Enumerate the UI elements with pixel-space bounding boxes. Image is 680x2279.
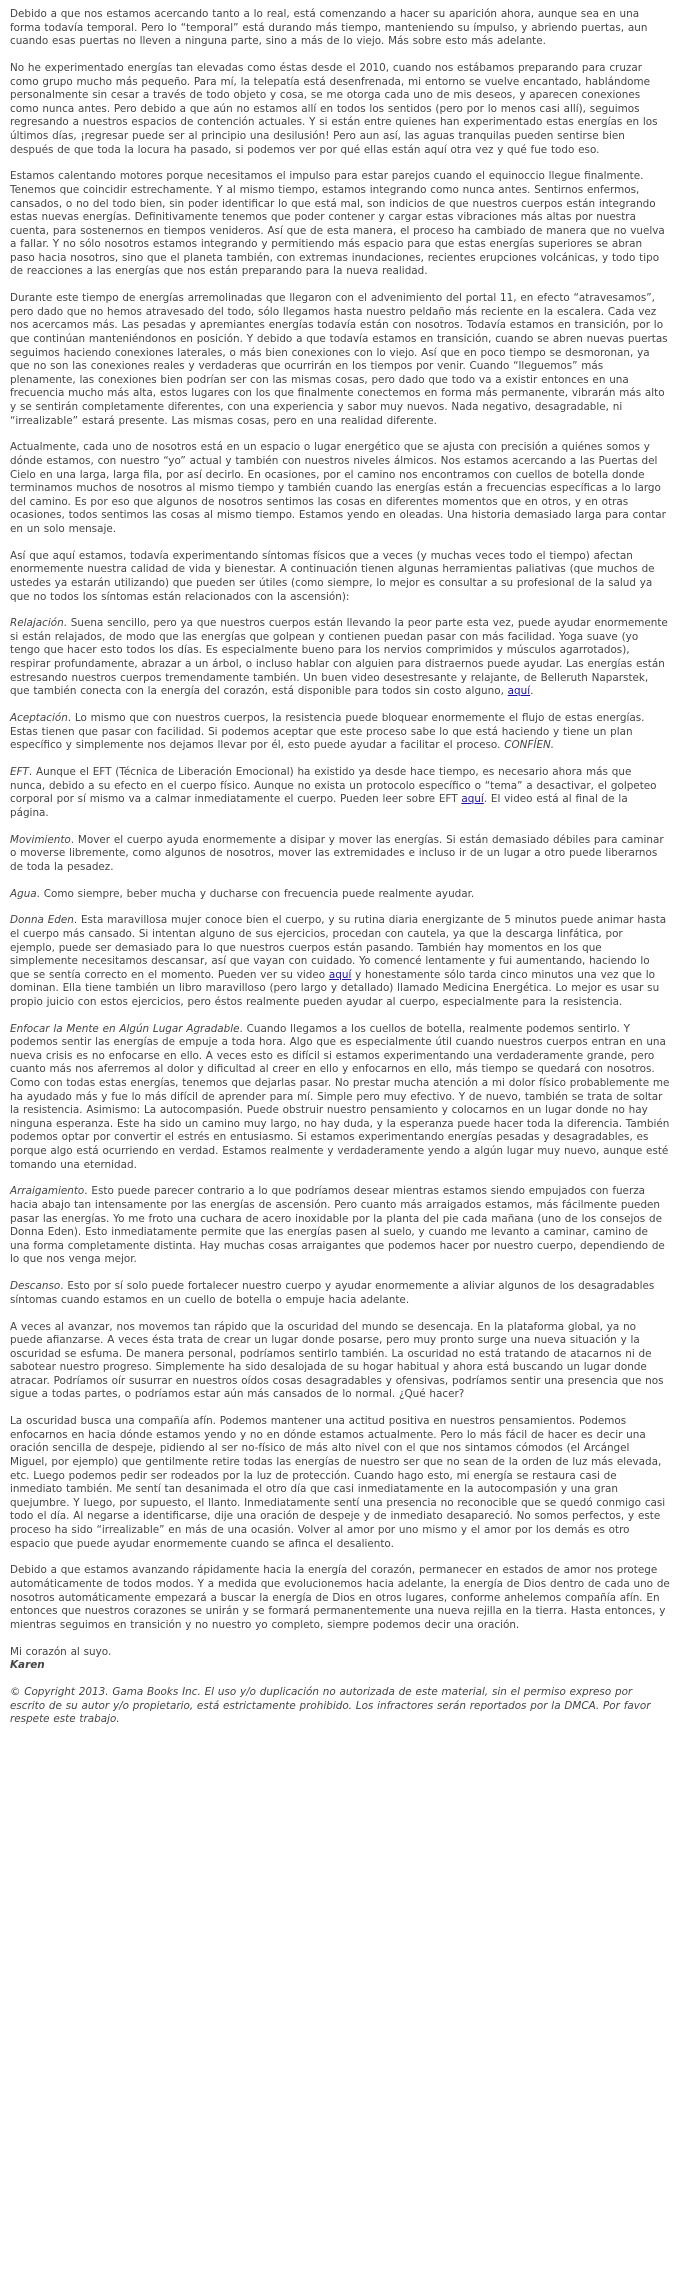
tool-enfocar-mente [10, 1023, 670, 1173]
tool-text: . Mover el cuerpo ayuda enormemente a disipar y mover las energías. Si están demasiado débiles para caminar o moverse libremente, como algunos de nosotros, mover las extremidades e incluso ir de un lugar a otro puede liberarnos de toda la pesadez. [10, 833, 664, 873]
tool-label: Aceptación [10, 712, 68, 725]
tool-agua [10, 888, 670, 902]
tool-text: . Esta maravillosa mujer conoce bien el cuerpo, y su rutina diaria energizante de 5 minutos puede animar hasta el cuerpo más cansado. Si intentan alguno de sus ejercicios, procedan con cautela, ya que la descarga linfática, por ejemplo, puede ser demasiado para lo que nuestros cuerpos están pasando. También hay momentos en los que simplemente necesitamos descansar, así que vayan con cuidado. Yo comencé lentamente y fui aumentando, haciendo lo que se sentía correcto en el momento. Pueden ver su video [10, 914, 667, 981]
tool-label: Movimiento [10, 833, 71, 846]
tool-movimiento [10, 834, 670, 875]
paragraph: A veces al avanzar, nos movemos tan rápido que la oscuridad del mundo se desencaja. En la plataforma global, ya no puede afianzarse. A veces ésta trata de crear un lugar donde posarse, pero muy pronto surge una nueva situación y la oscuridad se esfuma. De manera personal, podríamos sentirlo también. La oscuridad no está tratando de atacarnos ni de sabotear nuestro progreso. Simplemente ha sido desalojada de su hogar habitual y ahora está buscando un lugar donde atracar. Podríamos oír susurrar en nuestros oídos cosas desagradables y ofensivas, podríamos sentir una presencia que nos sigue a todas partes, o podríamos estar aún más cansados de lo normal. ¿Qué hacer? [10, 1320, 664, 1401]
paragraph: Actualmente, cada uno de nosotros está en un espacio o lugar energético que se ajusta con precisión a quiénes somos y dónde estamos, con nuestro “yo” actual y también con nuestros niveles álmicos. Nos estamos acercando a las Puertas del Cielo en una larga, larga fila, por así decirlo. En ocasiones, por el camino nos encontramos con cuellos de botella donde terminamos muchos de nosotros al mismo tiempo y también cuando las energías están a frecuencias específicas a lo largo del camino. Es por eso que algunos de nosotros sentimos las cosas en diferentes momentos que en otros, y en otras ocasiones, todos sentimos las cosas al mismo tiempo. Estamos yendo en oleadas. Una historia demasiado larga para contar en un solo mensaje. [10, 441, 666, 535]
paragraph: Estamos calentando motores porque necesitamos el impulso para estar parejos cuando el equinoccio llegue finalmente. Tenemos que coincidir estrechamente. Y al mismo tiempo, estamos integrando como nunca antes. Sentirnos enfermos, cansados, o no del todo bien, sin poder identificar lo que está mal, son indicios de que nuestros cuerpos están integrando estas nuevas energías. Definitivamente tenemos que poder contener y cargar estas vibraciones más altas por nuestra cuenta, para sostenernos en tiempos venideros. Así que de esta manera, el proceso ha cambiado de manera que no vuelva a fallar. Y no sólo nosotros estamos integrando y permitiendo más espacio para que estas energías superiores se abran paso hacia nosotros, sino que el planeta también, con extremas inundaciones, recientes erupciones volcánicas, y todo tipo de reacciones a las energías que nos están preparando para la nueva realidad. [10, 170, 665, 278]
tool-text: . Aunque el EFT (Técnica de Liberación Emocional) ha existido ya desde hace tiempo, es necesario ahora más que nunca, debido a su efecto en el cuerpo físico. Aunque no exista un protocolo específico o “tema” a desactivar, el golpeteo corporal por sí mismo va a calmar inmediatamente el cuerpo. Pueden leer sobre EFT [10, 766, 657, 806]
tool-text-end: y honestamente sólo tarda cinco minutos una vez que lo dominan. Ella tiene también un libro maravilloso (pero largo y detallado) llamado Medicina Energética. Lo mejor es usar su propio juicio con estos ejercicios, pero éstos realmente pueden ayudar al cuerpo, especialmente para la resistencia. [10, 968, 660, 1008]
paragraph: Así que aquí estamos, todavía experimentando síntomas físicos que a veces (y muchas veces todo el tiempo) afectan enormemente nuestra calidad de vida y bienestar. A continuación tienen algunas herramientas paliativas (que muchos de ustedes ya estarán utilizando) que pueden ser útiles (como siempre, lo mejor es consultar a su profesional de la salud ya que no todos los síntomas están relacionados con la ascensión): [10, 549, 655, 603]
tool-label: Arraigamiento [10, 1185, 85, 1198]
tool-text-end: CONFÍEN. [504, 739, 555, 752]
tool-aceptacion [10, 712, 670, 753]
tool-text: . Cuando llegamos a los cuellos de botella, realmente podemos sentirlo. Y podemos sentir las energías de empuje a toda hora. Algo que es especialmente útil cuando nuestros cuerpos entran en una nueva crisis es no enfocarse en ello. A veces esto es difícil si estamos experimentando una verdaderamente grande, pero cuanto más nos aferremos al dolor y dificultad al creer en ello y enfocarnos en ello, más tiempo se quedará con nosotros. Como con todas estas energías, tenemos que dejarlas pasar. No prestar mucha atención a mi dolor físico probablemente me ha ayudado más y fue lo más difícil de aprender para mí. Simple pero muy efectivo. Y de nuevo, también se trata de soltar la resistencia. Asimismo: La autocompasión. Puede obstruir nuestro pensamiento y colocarnos en un lugar donde no hay ninguna esperanza. Este ha sido un camino muy largo, no hay duda, y la esperanza puede hacer toda la diferencia. También podemos optar por convertir el estrés en entusiasmo. Si estamos experimentando energías pesadas y desagradables, es porque algo está ocurriendo en verdad. Estamos realmente y verdaderamente yendo a algún lugar muy nuevo, aunque esté tomando una eternidad. [10, 1022, 670, 1171]
relajacion-video-link[interactable]: aquí [507, 685, 531, 698]
paragraph: Durante este tiempo de energías arremolinadas que llegaron con el advenimiento del portal 11, en efecto “atravesamos”, pero dado que no hemos atravesado del todo, sólo llegamos hasta nuestro peldaño más reciente en la escalera. Cada vez nos acercamos más. Las pesadas y apremiantes energías todavía están con nosotros. Todavía estamos en transición, por lo que continúan manteniéndonos en posición. Y debido a que todavía estamos en transición, cuando se abren nuevas puertas seguimos haciendo conexiones laterales, o más bien conexiones con lo viejo. Así que en poco tiempo se desmoronan, ya que no son las conexiones reales y verdaderas que ocurrirán en los tiempos por venir. Cuando “lleguemos” más plenamente, las conexiones bien podrían ser con las mismas cosas, pero dado que todo va a existir entonces en una frecuencia mucho más alta, estos lugares con los que finalmente conectemos en forma más permanente, vibrarán más alto y se sentirán completamente diferentes, con una experiencia y sabor muy nuevos. Nada negativo, desagradable, ni “irrealizable” estará presente. Las mismas cosas, pero en una realidad diferente. [10, 292, 668, 427]
paragraph: La oscuridad busca una compañía afín. Podemos mantener una actitud positiva en nuestros pensamientos. Podemos enfocarnos en hacia dónde estamos yendo y no en dónde estamos actualmente. Pero lo más fácil de hacer es decir una oración sencilla de despeje, pidiendo al ser no-físico de más alto nivel con el que nos sintamos cómodos (el Arcángel Miguel, por ejemplo) que gentilmente retire todas las energías de nuestro ser que no sean de la orden de luz más elevada, etc. Luego podemos pedir ser rodeados por la luz de protección. Cuando hago esto, mi energía se restaura casi de inmediato también. Me sentí tan desanimada el otro día que casi inmediatamente en la autocompasión y una gran quejumbre. Y luego, por supuesto, el llanto. Inmediatamente sentí una presencia no reconocible que se quedó conmigo casi todo el día. Al negarse a identificarse, dije una oración de despeje y de inmediato desapareció. No somos perfectos, y este proceso ha sido “irrealizable” en más de una ocasión. Volver al amor por uno mismo y el amor por los demás es otro espacio que puede ayudar enormemente cuando se afinca el desaliento. [10, 1415, 666, 1550]
tool-donna-eden [10, 914, 670, 1009]
eft-info-link[interactable]: aquí [461, 793, 484, 806]
tool-arraigamiento [10, 1185, 670, 1267]
tool-label: Agua [10, 887, 37, 900]
tool-relajacion [10, 617, 670, 699]
tool-text-end: . [530, 685, 534, 698]
paragraph: No he experimentado energías tan elevadas como éstas desde el 2010, cuando nos estábamos preparando para cruzar como grupo mucho más pequeño. Para mí, la telepatía está desenfrenada, mi entorno se vuelve encantado, hablándome personalmente sin cesar a través de todo objeto y cosa, se me otorga cada uno de mis deseos, y aparecen conexiones como nunca antes. Pero debido a que aún no estamos allí en todos los sentidos (pero por lo menos casi allí), seguimos regresando a nuestros espacios de contención actuales. Y si están entre quienes han experimentado estas energías en los últimos días, ¡regresar puede ser al principio una desilusión! Pero aun así, las aguas tranquilas pueden sentirse bien después de que toda la locura ha pasado, si podemos ver por qué ellas están aquí otra vez y qué fue todo eso. [10, 61, 658, 156]
closing-line: Mi corazón al suyo. [10, 1645, 112, 1658]
paragraph: Debido a que nos estamos acercando tanto a lo real, está comenzando a hacer su aparición ahora, aunque sea en una forma todavía temporal. Pero lo “temporal” está durando más tiempo, manteniendo su ímpulso, y abriendo puertas, aun cuando esas puertas no lleven a ninguna parte, sino a más de lo viejo. Más sobre esto más adelante. [10, 8, 648, 48]
paragraph: Debido a que estamos avanzando rápidamente hacia la energía del corazón, permanecer en estados de amor nos protege automáticamente de todos modos. Y a medida que evolucionemos hacia adelante, la energía de Dios dentro de cada uno de nosotros automáticamente empezará a buscar la energía de Dios en otros lugares, conforme anhelemos compañía afín. En entonces que nuestros corazones se unirán y se formará permanentemente una nueva rejilla en la tierra. Hasta entonces, y mientras seguimos en transición y no nuestro yo completo, siempre podemos decir una oración. [10, 1564, 670, 1631]
tool-label: Relajación [10, 617, 64, 630]
tool-text-end: . El video está al final de la página. [10, 793, 628, 819]
tool-label: Donna Eden [10, 914, 74, 927]
tool-label: Enfocar la Mente en Algún Lugar Agradable [10, 1022, 240, 1035]
tool-text: . Suena sencillo, pero ya que nuestros cuerpos están llevando la peor parte esta vez, puede ayudar enormemente si están relajados, de modo que las energías que golpean y contienen puedan pasar con más facilidad. Yoga suave (yo tengo que hacer esto todos los días. Es especialmente bueno para los nervios comprimidos y músculos agarrotados), respirar profundamente, abrazar a un árbol, o incluso hablar con alguien para distraernos puede ayudar. Las energías están estresando nuestros cuerpos tremendamente también. Un buen video desestresante y relajante, de Belleruth Naparstek, que también conecta con la energía del corazón, está disponible para todos sin costo alguno, [10, 617, 668, 698]
tool-label: EFT [10, 766, 29, 778]
tool-text: . Como siempre, beber mucha y ducharse con frecuencia puede realmente ayudar. [36, 887, 475, 900]
copyright-notice: © Copyright 2013. Gama Books Inc. El uso y/o duplicación no autorizada de este material, sin el permiso expreso por escrito de su autor y/o propietario, está estrictamente prohibido. Los infractores serán reportados por la DMCA. Por favor respete este trabajo. [10, 1685, 651, 1726]
author-signature: Karen [10, 1659, 45, 1672]
tool-text: . Esto por sí solo puede fortalecer nuestro cuerpo y ayudar enormemente a aliviar algunos de los desagradables síntomas cuando estamos en un cuello de botella o empuje hacia adelante. [10, 1280, 655, 1306]
tool-descanso [10, 1280, 670, 1307]
tool-eft [10, 766, 670, 820]
donna-eden-video-link[interactable]: aquí [328, 968, 352, 981]
tool-text: . Esto puede parecer contrario a lo que podríamos desear mientras estamos siendo empujados con fuerza hacia abajo tan intensamente por las energías de ascensión. Pero cuanto más arraigados estamos, más fácilmente pueden pasar las energías. Yo me froto una cuchara de acero inoxidable por la planta del pie cada mañana (uno de los consejos de Donna Eden). Esto inmediatamente permite que las energías pasen al suelo, y cuando me levanto a caminar, camino de una forma completamente distinta. Hay muchas cosas arraigantes que podemos hacer por nuestro cuerpo, dependiendo de lo que nos venga mejor. [10, 1185, 665, 1266]
tool-text: . Lo mismo que con nuestros cuerpos, la resistencia puede bloquear enormemente el flujo de estas energías. Estas tienen que pasar con facilidad. Si podemos aceptar que este proceso sabe lo que está haciendo y tiene un plan específico y simplemente nos dejamos llevar por él, esto puede ayudar a facilitar el proceso. [10, 712, 645, 752]
tool-label: Descanso [10, 1280, 61, 1293]
